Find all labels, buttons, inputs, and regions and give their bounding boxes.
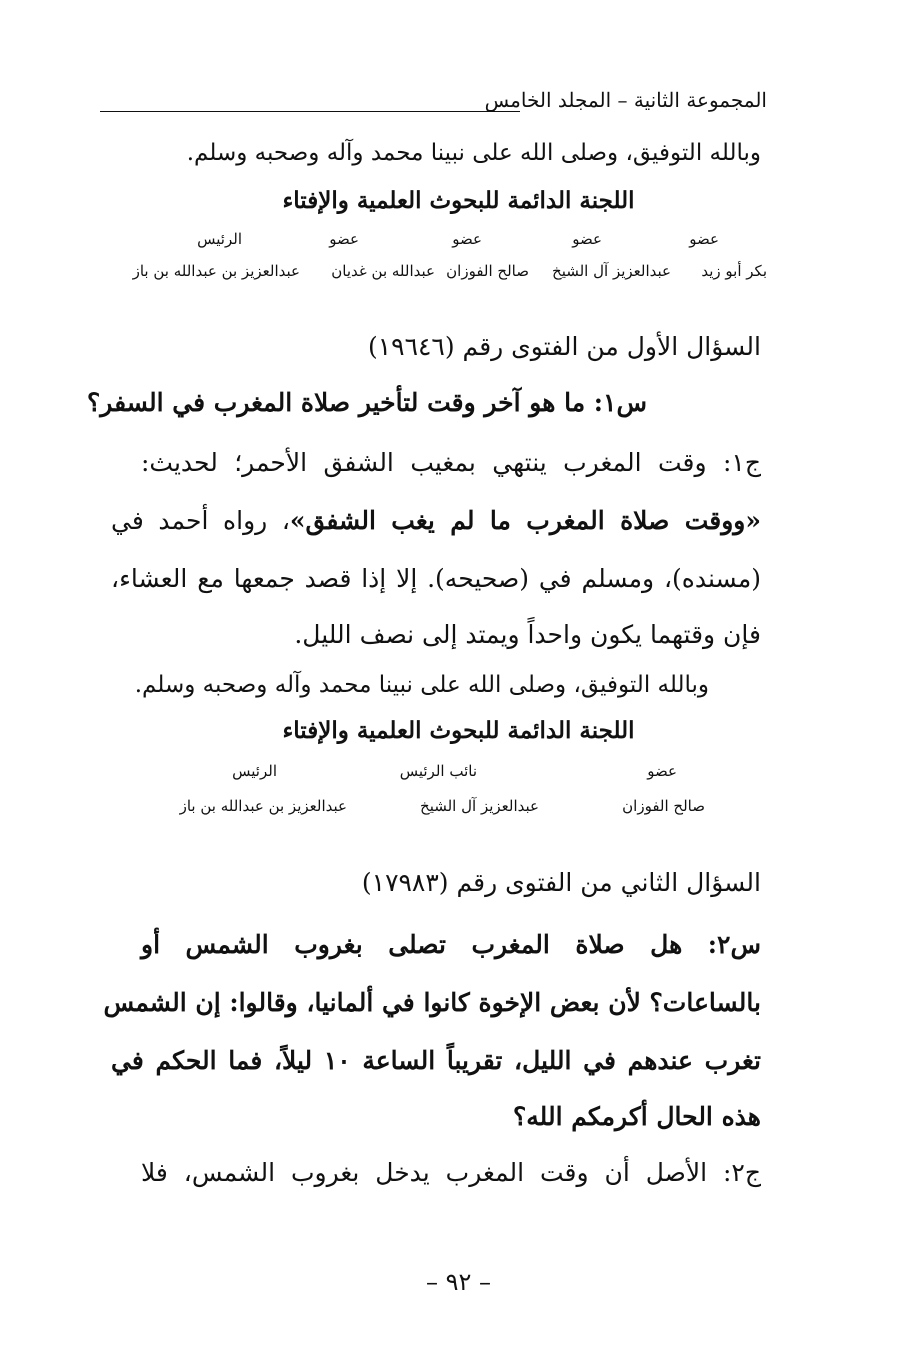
closing-formula: وبالله التوفيق، وصلى الله على نبينا محمد وآله وصحبه وسلم. [186, 140, 761, 166]
answer-line: (مسنده)، ومسلم في (صحيحه). إلا إذا قصد جمعها مع العشاء، [111, 564, 761, 593]
committee-name: اللجنة الدائمة للبحوث العلمية والإفتاء [282, 187, 635, 214]
signatory-role: عضو [452, 230, 482, 248]
signatory-names [95, 262, 767, 284]
signatory-name: عبدالعزيز بن عبدالله بن باز [179, 797, 347, 815]
signatory-name: عبدالعزيز آل الشيخ [552, 262, 671, 280]
signatory-name: عبدالعزيز آل الشيخ [420, 797, 539, 815]
answer-line: ج٢: الأصل أن وقت المغرب يدخل بغروب الشمس، فلا [141, 1158, 761, 1187]
signatory-role: عضو [329, 230, 359, 248]
fatwa-heading: السؤال الثاني من الفتوى رقم (١٧٩٨٣) [361, 868, 761, 897]
signatory-roles [95, 762, 767, 784]
header-rule [100, 111, 520, 112]
question-text: س١: ما هو آخر وقت لتأخير صلاة المغرب في السفر؟ [87, 388, 647, 417]
signatory-role: الرئيس [232, 762, 277, 780]
signatory-name: عبدالله بن غديان [331, 262, 435, 280]
answer-line: فإن وقتهما يكون واحداً ويمتد إلى نصف الليل. [294, 620, 761, 649]
signatory-roles [95, 230, 767, 252]
hadith-quote: «ووقت صلاة المغرب ما لم يغب الشفق» [289, 506, 761, 535]
question-line: س٢: هل صلاة المغرب تصلى بغروب الشمس أو [141, 930, 761, 959]
signatory-role: عضو [572, 230, 602, 248]
signatory-role: عضو [647, 762, 677, 780]
signatory-name: بكر أبو زيد [701, 262, 767, 280]
running-header: المجموعة الثانية – المجلد الخامس [484, 88, 767, 112]
signatory-names [95, 797, 767, 819]
committee-name: اللجنة الدائمة للبحوث العلمية والإفتاء [282, 717, 635, 744]
answer-line: ج١: وقت المغرب ينتهي بمغيب الشفق الأحمر؛ لحديث: [141, 448, 761, 477]
hadith-citation: ، رواه أحمد في [111, 506, 290, 535]
closing-formula: وبالله التوفيق، وصلى الله على نبينا محمد وآله وصحبه وسلم. [134, 672, 709, 698]
signatory-role: نائب الرئيس [399, 762, 477, 780]
answer-line [111, 506, 761, 535]
page-number: – ٩٢ – [425, 1268, 492, 1296]
question-line: تغرب عندهم في الليل، تقريباً الساعة ١٠ ليلاً، فما الحكم في [111, 1046, 762, 1075]
signatory-name: صالح الفوزان [622, 797, 705, 815]
question-line: بالساعات؟ لأن بعض الإخوة كانوا في ألمانيا، وقالوا: إن الشمس [103, 988, 761, 1017]
question-line: هذه الحال أكرمكم الله؟ [513, 1102, 761, 1131]
signatory-name: صالح الفوزان [446, 262, 529, 280]
signatory-name: عبدالعزيز بن عبدالله بن باز [132, 262, 300, 280]
signatory-role: الرئيس [197, 230, 242, 248]
fatwa-heading: السؤال الأول من الفتوى رقم (١٩٦٤٦) [367, 332, 761, 361]
signatory-role: عضو [689, 230, 719, 248]
